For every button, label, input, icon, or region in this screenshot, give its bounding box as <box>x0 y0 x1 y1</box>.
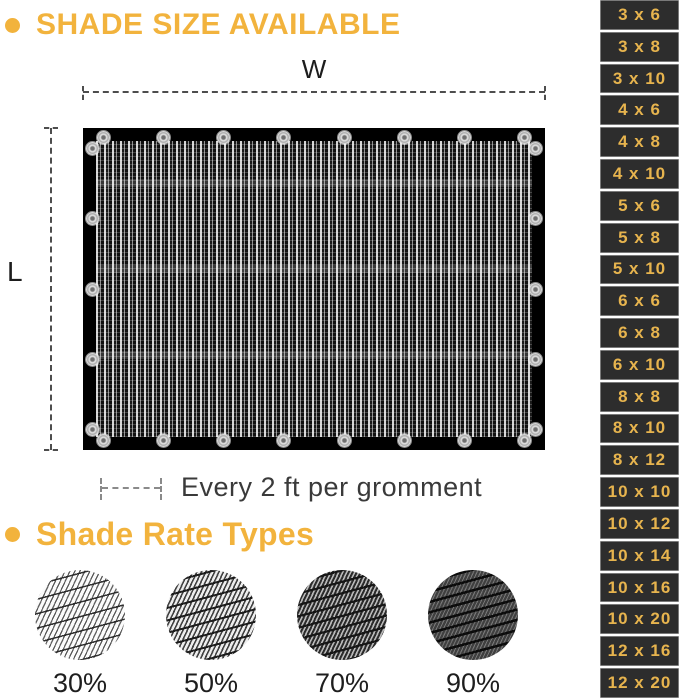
grommet-icon <box>458 131 471 144</box>
grommet-icon <box>338 434 351 447</box>
size-option: 12 x 16 <box>600 636 679 666</box>
rate-section-heading <box>5 516 314 553</box>
size-option: 3 x 10 <box>600 64 679 94</box>
shade-rate-swatch <box>166 570 256 660</box>
length-dimension-line <box>50 128 52 450</box>
grommet-icon <box>518 131 531 144</box>
shade-rate-percent: 30% <box>52 668 108 698</box>
size-option: 10 x 14 <box>600 541 679 571</box>
length-label: L <box>7 256 23 287</box>
size-option: 5 x 6 <box>600 191 679 221</box>
grommet-icon <box>86 142 99 155</box>
grommet-icon <box>529 212 542 225</box>
width-label: W <box>301 54 327 84</box>
grommet-icon <box>529 142 542 155</box>
bullet-icon <box>5 18 20 33</box>
size-option: 4 x 8 <box>600 127 679 157</box>
size-option-list <box>600 0 679 698</box>
grommet-icon <box>529 423 542 436</box>
size-option: 4 x 6 <box>600 95 679 125</box>
size-option: 5 x 8 <box>600 223 679 253</box>
size-option: 6 x 8 <box>600 318 679 348</box>
size-section-title: SHADE SIZE AVAILABLE <box>36 8 401 41</box>
shade-rate-percent: 50% <box>183 668 239 698</box>
shade-rate-item <box>297 570 387 699</box>
shade-rate-item <box>35 570 125 699</box>
grommet-spacing-ruler <box>100 478 162 500</box>
grommet-spacing-note: Every 2 ft per gromment <box>181 472 483 502</box>
size-option: 6 x 6 <box>600 286 679 316</box>
grommet-icon <box>86 283 99 296</box>
size-option: 8 x 10 <box>600 414 679 444</box>
size-option: 10 x 16 <box>600 573 679 603</box>
grommet-icon <box>458 434 471 447</box>
grommet-icon <box>277 434 290 447</box>
size-option: 8 x 8 <box>600 382 679 412</box>
shade-rate-item <box>166 570 256 699</box>
size-option: 3 x 8 <box>600 32 679 62</box>
size-option: 6 x 10 <box>600 350 679 380</box>
grommet-icon <box>86 353 99 366</box>
shade-rate-percent: 90% <box>445 668 501 698</box>
grommet-icon <box>217 434 230 447</box>
shade-rate-item <box>428 570 518 699</box>
width-dimension-line <box>83 91 545 93</box>
shade-rate-percent: 70% <box>314 668 370 698</box>
grommet-icon <box>398 434 411 447</box>
size-option: 5 x 10 <box>600 255 679 285</box>
size-option: 10 x 12 <box>600 509 679 539</box>
grommet-icon <box>518 434 531 447</box>
size-option: 10 x 10 <box>600 477 679 507</box>
grommet-icon <box>338 131 351 144</box>
shade-rate-swatch <box>297 570 387 660</box>
size-option: 4 x 10 <box>600 159 679 189</box>
size-section-heading <box>5 8 400 42</box>
shade-rate-swatch <box>428 570 518 660</box>
rate-section-title: Shade Rate Types <box>36 516 315 552</box>
grommet-icon <box>157 434 170 447</box>
grommet-icon <box>97 434 110 447</box>
bullet-icon <box>5 527 20 542</box>
shade-mesh-texture <box>96 141 532 437</box>
size-option: 10 x 20 <box>600 604 679 634</box>
grommet-icon <box>97 131 110 144</box>
shade-rate-swatches <box>0 570 600 698</box>
grommet-icon <box>86 423 99 436</box>
grommet-icon <box>529 353 542 366</box>
shade-net-diagram <box>83 128 545 450</box>
size-option: 3 x 6 <box>600 0 679 30</box>
size-option: 8 x 12 <box>600 445 679 475</box>
grommet-icon <box>398 131 411 144</box>
grommet-icon <box>529 283 542 296</box>
size-option: 12 x 20 <box>600 668 679 698</box>
shade-rate-swatch <box>35 570 125 660</box>
